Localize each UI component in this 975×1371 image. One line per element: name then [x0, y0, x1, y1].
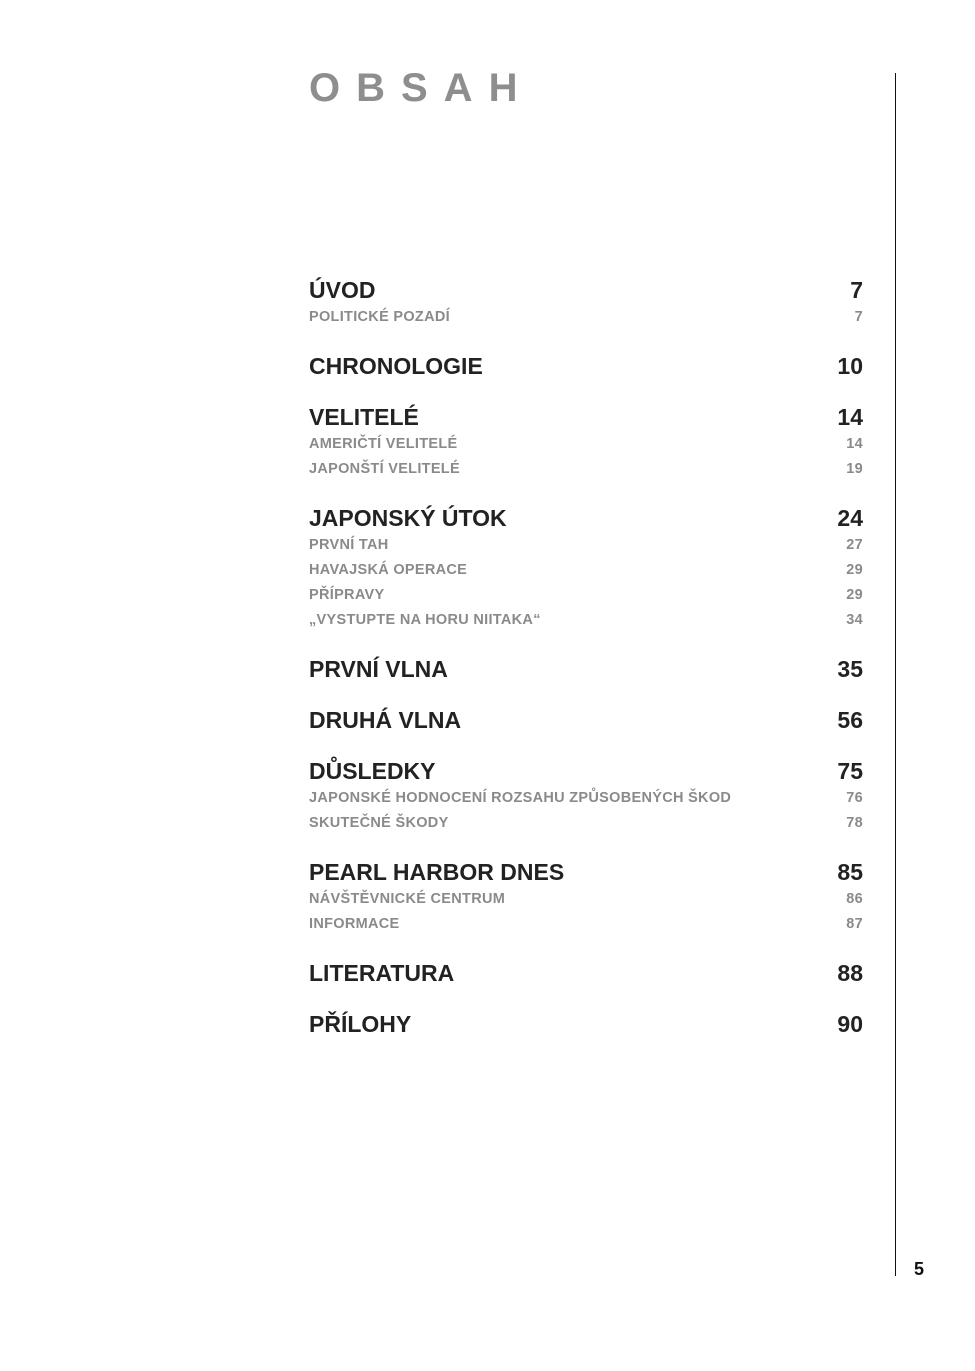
toc-chapter-row [309, 655, 863, 684]
toc-chapter-row [309, 403, 863, 432]
toc-section-row [309, 432, 863, 457]
toc-chapter-page: 24 [837, 505, 863, 531]
toc-section-title: POLITICKÉ POZADÍ [309, 309, 450, 325]
toc-section-title: INFORMACE [309, 916, 400, 932]
toc-section-title: NÁVŠTĚVNICKÉ CENTRUM [309, 891, 506, 907]
toc-chapter-page: 88 [837, 960, 863, 986]
toc-chapter-page: 85 [837, 859, 863, 885]
toc-section-row [309, 305, 863, 330]
toc-chapter-row [309, 1010, 863, 1039]
toc-section-page: 87 [846, 916, 863, 932]
toc-section-title: AMERIČTÍ VELITELÉ [309, 436, 458, 452]
toc-chapter-page: 10 [837, 353, 863, 379]
toc-section-page: 29 [846, 587, 863, 603]
toc-section-row [309, 583, 863, 608]
toc-chapter-title: CHRONOLOGIE [309, 353, 483, 379]
toc-section-row [309, 457, 863, 482]
toc-section-page: 86 [846, 891, 863, 907]
toc-section-page: 27 [846, 537, 863, 553]
toc-chapter-title: JAPONSKÝ ÚTOK [309, 505, 507, 531]
toc-chapter-row [309, 959, 863, 988]
toc-section-title: „VYSTUPTE NA HORU NIITAKA“ [309, 612, 541, 628]
toc-section-page: 76 [846, 790, 863, 806]
toc-chapter-page: 7 [850, 277, 863, 303]
toc-chapter-page: 35 [837, 656, 863, 682]
vertical-rule [895, 73, 896, 1276]
toc-entry [309, 655, 863, 684]
toc-section-row [309, 533, 863, 558]
toc-entry [309, 352, 863, 381]
toc-chapter-page: 75 [837, 758, 863, 784]
toc-section-title: PRVNÍ TAH [309, 537, 389, 553]
toc-chapter-page: 56 [837, 707, 863, 733]
toc-chapter-title: LITERATURA [309, 960, 455, 986]
toc-chapter-title: ÚVOD [309, 277, 376, 303]
toc-section-row [309, 811, 863, 836]
toc-chapter-title: PEARL HARBOR DNES [309, 859, 565, 885]
toc-section-page: 29 [846, 562, 863, 578]
toc-entry [309, 757, 863, 836]
toc-chapter-title: DRUHÁ VLNA [309, 707, 462, 733]
toc-section-row [309, 558, 863, 583]
toc-chapter-row [309, 757, 863, 786]
toc-section-title: HAVAJSKÁ OPERACE [309, 562, 468, 578]
toc-section-page: 19 [846, 461, 863, 477]
toc-entry [309, 959, 863, 988]
toc-chapter-title: VELITELÉ [309, 404, 419, 430]
toc-chapter-page: 14 [837, 404, 863, 430]
toc-section-row [309, 786, 863, 811]
page-title: OBSAH [309, 66, 534, 110]
toc-entry [309, 403, 863, 482]
toc-chapter-title: DŮSLEDKY [309, 758, 436, 784]
toc-chapter-row [309, 352, 863, 381]
toc-section-page: 7 [854, 309, 863, 325]
toc-chapter-row [309, 858, 863, 887]
toc-section-page: 34 [846, 612, 863, 628]
table-of-contents [309, 276, 863, 1061]
toc-entry [309, 276, 863, 330]
toc-section-row [309, 887, 863, 912]
toc-section-page: 14 [846, 436, 863, 452]
toc-chapter-row [309, 504, 863, 533]
toc-section-row [309, 912, 863, 937]
toc-entry [309, 858, 863, 937]
toc-section-title: SKUTEČNÉ ŠKODY [309, 815, 449, 831]
toc-chapter-page: 90 [837, 1011, 863, 1037]
toc-entry [309, 1010, 863, 1039]
toc-chapter-title: PŘÍLOHY [309, 1011, 412, 1037]
toc-section-page: 78 [846, 815, 863, 831]
toc-section-row [309, 608, 863, 633]
toc-chapter-row [309, 276, 863, 305]
toc-section-title: PŘÍPRAVY [309, 587, 385, 603]
toc-chapter-title: PRVNÍ VLNA [309, 656, 448, 682]
page-number: 5 [914, 1259, 925, 1279]
toc-chapter-row [309, 706, 863, 735]
toc-section-title: JAPONSKÉ HODNOCENÍ ROZSAHU ZPŮSOBENÝCH ŠKOD [309, 790, 732, 806]
toc-entry [309, 706, 863, 735]
toc-section-title: JAPONŠTÍ VELITELÉ [309, 461, 460, 477]
toc-entry [309, 504, 863, 633]
